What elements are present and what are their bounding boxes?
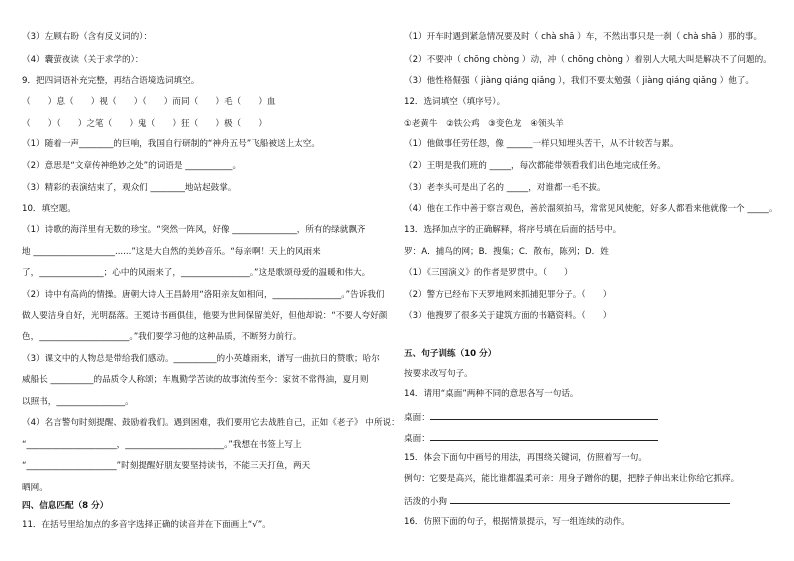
text-line (22, 96, 276, 108)
line-text: （4）囊萤夜读（关于求学的）： (22, 55, 144, 65)
line-text: （3）他性格倔强（ jiàng qiáng qiǎng ），我们不要太勉强（ jiàng qiáng qiǎng ）他了。 (404, 76, 755, 86)
line-text: （4）名言警句时刻提醒、鼓励着我们。遇到困难，我们要用它去战胜自己，正如《老子》 中所说： (22, 418, 400, 428)
line-text: （ ）（ ）之笔（ ）鬼（ ）狂（ ）极（ ） (22, 119, 267, 129)
line-text: 16．仿照下面的句子，根据情景提示，写一组连续的动作。 (404, 517, 630, 527)
line-text: 9．把四词语补充完整，再结合语境选词填空。 (22, 76, 200, 86)
text-line (404, 31, 762, 43)
line-text: 例句：它要是高兴，能比谁都温柔可亲：用身子蹭你的腿，把脖子伸出来让你给它抓痒。 (404, 474, 740, 484)
text-line (404, 388, 579, 400)
text-line (22, 310, 387, 322)
line-text: 10．填空题。 (22, 204, 76, 214)
line-text: 四、信息匹配（8 分） (22, 501, 109, 511)
text-line (22, 417, 400, 429)
line-text: 五、句子训练（10 分） (404, 349, 497, 359)
line-text: “_____________________”时刻提醒好朋友要坚持读书，不能三天打鱼，两天 (22, 461, 311, 471)
line-text: （2）诗中有高尚的情操。唐朝大诗人王昌龄用“洛阳亲友如相问，________________。”告诉我们 (22, 290, 385, 300)
text-line (22, 31, 152, 43)
text-line (404, 246, 609, 258)
line-text: （1）诗歌的海洋里有无数的珍宝。“突然一阵风，好像 _______________，所有的绿就飘齐 (22, 225, 366, 235)
line-text: （3）左顾右盼（含有反义词的）： (22, 32, 153, 42)
line-text: （2）意思是“文章传神绝妙之处”的词语是 ___________。 (22, 161, 242, 171)
text-line (404, 267, 573, 279)
text-line (22, 75, 199, 87)
text-line (404, 160, 666, 172)
line-text: 13．选择加点字的正确解释，将序号填在后面的括号中。 (404, 225, 622, 235)
line-text: （3）他搜罗了很多关于建筑方面的书籍资料。（ ） (404, 311, 612, 321)
text-line (404, 310, 611, 322)
line-text: 以照书，________________。 (22, 397, 134, 407)
text-line (404, 289, 611, 301)
line-text: （4）他在工作中善于察言观色，善於溜须拍马，常常见风使舵，好多人都看来他就像一个 _____。 (404, 204, 778, 214)
text-line (404, 138, 679, 150)
text-line (22, 331, 301, 343)
text-line (22, 519, 271, 531)
line-text: （3）老李头可是出了名的 _____，对谁都一毛不拔。 (404, 183, 606, 193)
line-text: （1）随着一声________的巨响，我国自行研制的“神舟五号”飞船被送上太空。 (22, 139, 320, 149)
text-line (22, 54, 143, 66)
text-line (404, 516, 630, 528)
line-text: 桌面： (404, 413, 430, 423)
line-text: 了，_______________；心中的风雨来了，________________。”这是歌颂母爱的温暖和伟大。 (22, 268, 371, 278)
text-line (404, 224, 621, 236)
line-text: （3）精彩的表演结束了，观众们 ________地站起鼓掌。 (22, 183, 237, 193)
line-text: （2）王明是我们班的 _____，每次都能带领看我们出色地完成任务。 (404, 161, 666, 171)
line-text: 11．在括号里给加点的多音字选择正确的读音并在下面画上“√”。 (22, 520, 271, 530)
text-line (22, 160, 241, 172)
text-line (404, 410, 658, 424)
line-text: （2）警方已经布下天罗地网来抓捕犯罪分子。（ ） (404, 290, 612, 300)
line-text: 晒网。 (22, 483, 48, 493)
section-heading (404, 348, 496, 360)
text-line (22, 353, 380, 365)
line-text: 12．选词填空（填序号）。 (404, 97, 506, 107)
line-text: （ ）息（ ）视（ ）（ ）而同（ ）毛（ ）血 (22, 97, 276, 107)
text-line (404, 182, 606, 194)
answer-blank[interactable] (430, 431, 658, 441)
text-line (22, 246, 321, 258)
text-line (22, 482, 48, 494)
text-line (404, 368, 473, 380)
line-text: 桌面： (404, 434, 430, 444)
text-line (404, 431, 658, 445)
text-line (404, 75, 754, 87)
text-line (22, 396, 134, 408)
line-text: （1）开车时遇到紧急情况要及时（ chà shā ）车，不然出事只是一刹（ chà shā ）那的事。 (404, 32, 763, 42)
line-text: 罗：A．捕鸟的网；B．搜集；C．散布，陈列；D．姓 (404, 247, 609, 257)
line-text: （1）《三国演义》的作者是罗贯中。（ ） (404, 268, 573, 278)
line-text: （3）课文中的人物总是带给我们感动。__________的小英雄雨来，谱写一曲抗日的赞歌；哈尔 (22, 354, 380, 364)
text-line (22, 118, 267, 130)
text-line (22, 203, 76, 215)
line-text: 按要求改写句子。 (404, 369, 473, 379)
text-line (22, 182, 236, 194)
line-text: 地 ___________________......”这是大自然的美妙音乐。“每亲啊！天上的风雨来 (22, 247, 321, 257)
line-text: （1）他做事任劳任怨，像 ______一样只知埋头苦干，从不计较苦与累。 (404, 139, 679, 149)
section-heading (22, 500, 108, 512)
text-line (404, 473, 739, 485)
text-line (22, 289, 384, 301)
text-line (404, 452, 647, 464)
text-line (22, 224, 366, 236)
line-text: （2）不要冲（ chōng chòng ）动，冲（ chōng chòng ）着别人大吼大叫是解决不了问题的。 (404, 55, 772, 65)
line-text: ①老黄牛 ②铁公鸡 ③变色龙 ④领头羊 (404, 119, 564, 129)
line-text: 15．体会下面句中画号的用法，再围绕关键词，仿照着写一句。 (404, 453, 647, 463)
line-text: 色，_____________________。”我们要学习他的这种品质，不断努力前行。 (22, 332, 302, 342)
answer-blank[interactable] (430, 410, 658, 420)
text-line (22, 374, 368, 386)
line-text: 威船长 __________的品质令人称颂；车胤勤学苦读的故事流传至今：家贫不常得油，夏月则 (22, 375, 369, 385)
text-line (22, 439, 302, 451)
text-line (404, 203, 777, 215)
line-text: “_____________________，_______________________。”我想在书签上写上 (22, 440, 302, 450)
line-text: 活泼的小狗 (404, 497, 450, 507)
line-text: 做人要洁身自好，光明磊落。王冕诗书画俱佳，他要为世间保留美好，但他却说：“不要人夸好颜 (22, 311, 388, 321)
text-line (22, 138, 320, 150)
text-line (404, 118, 564, 130)
text-line (404, 494, 730, 508)
text-line (22, 267, 370, 279)
line-text: 14．请用“桌面”两种不同的意思各写一句话。 (404, 389, 579, 399)
text-line (404, 54, 772, 66)
answer-blank[interactable] (450, 494, 730, 504)
text-line (404, 96, 505, 108)
text-line (22, 460, 310, 472)
